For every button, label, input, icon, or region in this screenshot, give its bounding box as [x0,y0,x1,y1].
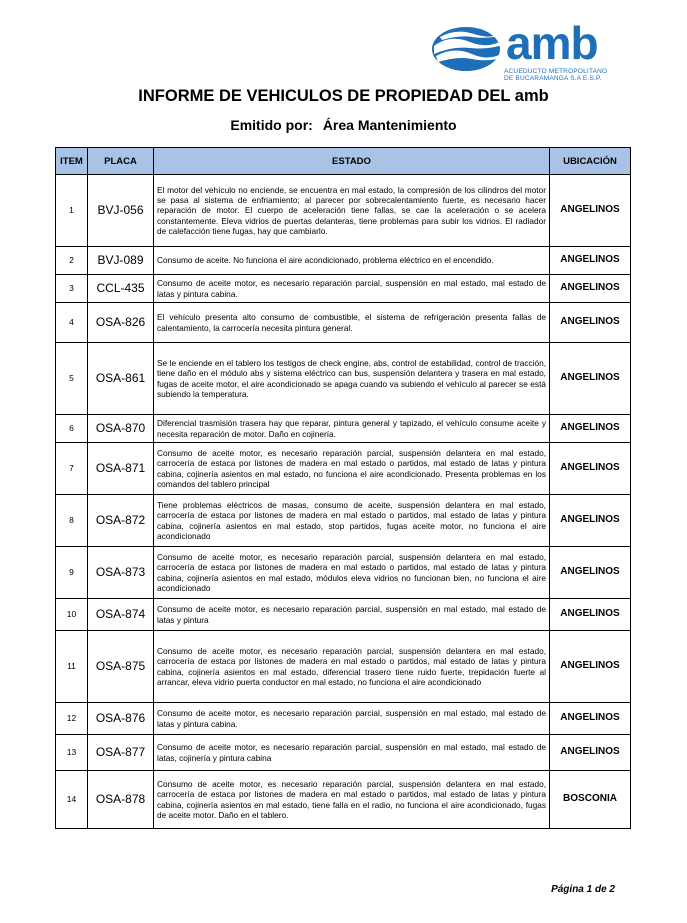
cell-placa: OSA-876 [88,703,154,735]
cell-item: 14 [56,771,88,829]
cell-placa: OSA-877 [88,735,154,771]
table-row [56,771,631,829]
cell-ubicacion: ANGELINOS [550,175,631,247]
cell-estado: Consumo de aceite motor, es necesario reparación parcial, suspensión en mal estado, mal estado de latas, cojinería y pintura cabina [154,735,550,771]
cell-placa: OSA-875 [88,631,154,703]
cell-placa: OSA-874 [88,599,154,631]
cell-item: 13 [56,735,88,771]
header-ubicacion: UBICACIÓN [550,148,631,175]
cell-placa: OSA-872 [88,495,154,547]
cell-item: 8 [56,495,88,547]
report-subtitle [0,117,687,133]
report-title: INFORME DE VEHICULOS DE PROPIEDAD DEL amb [138,87,549,105]
cell-item: 9 [56,547,88,599]
cell-item: 10 [56,599,88,631]
cell-item: 11 [56,631,88,703]
table-row [56,275,631,303]
cell-estado: Consumo de aceite motor, es necesario reparación parcial, suspensión delantera en mal estado, carrocería de estaca por listones de madera en mal estado o partidos, mal estado de latas y pintura cabina, cojinería asientos en mal estado, no funciona el aire acondicionado. Presenta problemas en los comandos del tablero principal [154,443,550,495]
cell-item: 2 [56,247,88,275]
cell-placa: BVJ-056 [88,175,154,247]
cell-estado: Se le enciende en el tablero los testigos de check engine, abs, control de estabilidad, control de tracción, tiene daño en el módulo abs y sistema eléctrico can bus, suspensión delantera y trasera en mal estado, fugas de aceite motor, el aire acondicionado se apaga cuando va subiendo el vehículo al parecer se está subiendo la temperatura. [154,343,550,415]
cell-ubicacion: ANGELINOS [550,631,631,703]
cell-estado: Tiene problemas eléctricos de masas, consumo de aceite, suspensión delantera en mal estado, carrocería de estaca por listones de madera en mal estado o partidos, mal estado de latas y pintura cabina, cojinería asientos en mal estado, stop partidos, fugas aceite motor, no funciona el aire acondicionado [154,495,550,547]
cell-ubicacion: ANGELINOS [550,443,631,495]
header-estado: ESTADO [154,148,550,175]
cell-ubicacion: ANGELINOS [550,599,631,631]
cell-ubicacion: ANGELINOS [550,735,631,771]
table-row [56,631,631,703]
issued-by-value: Área Mantenimiento [322,117,457,133]
cell-ubicacion: ANGELINOS [550,547,631,599]
cell-ubicacion: ANGELINOS [550,495,631,547]
cell-placa: OSA-873 [88,547,154,599]
cell-item: 12 [56,703,88,735]
cell-placa: OSA-870 [88,415,154,443]
logo-brand-text: amb [506,17,598,69]
table-row [56,703,631,735]
cell-placa: BVJ-089 [88,247,154,275]
cell-ubicacion: ANGELINOS [550,415,631,443]
table-row [56,303,631,343]
cell-placa: OSA-878 [88,771,154,829]
amb-logo [430,17,620,84]
cell-item: 5 [56,343,88,415]
table-row [56,495,631,547]
cell-item: 1 [56,175,88,247]
table-row [56,599,631,631]
vehicles-table [55,147,631,829]
logo-subtitle-line2: DE BUCARAMANGA S.A E.S.P. [504,75,602,82]
table-row [56,175,631,247]
cell-placa: OSA-871 [88,443,154,495]
table-header-row [56,148,631,175]
cell-placa: OSA-826 [88,303,154,343]
cell-ubicacion: ANGELINOS [550,247,631,275]
logo-subtitle-line1: ACUEDUCTO METROPOLITANO [504,68,608,75]
cell-ubicacion: ANGELINOS [550,343,631,415]
cell-ubicacion: ANGELINOS [550,303,631,343]
cell-item: 4 [56,303,88,343]
cell-estado: Consumo de aceite motor, es necesario reparación parcial, suspensión delantera en mal estado, carrocería de estaca por listones de madera en mal estado o partidos, mal estado de latas y pintura cabina, cojinería asientos en mal estado, tiene falla en el radio, no funciona el aire acondicionado, fugas de aceite motor. Daño en el tablero. [154,771,550,829]
table-row [56,735,631,771]
cell-item: 3 [56,275,88,303]
cell-estado: Consumo de aceite. No funciona el aire acondicionado, problema eléctrico en el encendido. [154,247,550,275]
issued-by-label: Emitido por: [230,117,313,133]
header-placa: PLACA [88,148,154,175]
cell-ubicacion: ANGELINOS [550,703,631,735]
cell-item: 7 [56,443,88,495]
cell-estado: Consumo de aceite motor, es necesario reparación parcial, suspensión delantera en mal estado, carrocería de estaca por listones de madera en mal estado o partidos, mal estado de latas y pintura cabina, cojinería asientos en mal estado, diferencial trasero tiene ruido fuerte, trepidación fuerte al arrancar, eleva vidrio puerta conductor en mal estado, no funciona el aire acondicionado [154,631,550,703]
cell-ubicacion: BOSCONIA [550,771,631,829]
cell-estado: El vehículo presenta alto consumo de combustible, el sistema de refrigeración presenta fallas de calentamiento, la carrocería necesita pintura general. [154,303,550,343]
header-item: ITEM [56,148,88,175]
cell-placa: CCL-435 [88,275,154,303]
cell-estado: Diferencial trasmisión trasera hay que reparar, pintura general y tapizado, el vehículo consume aceite y necesita reparación de motor. Daño en cojinería. [154,415,550,443]
cell-placa: OSA-861 [88,343,154,415]
cell-item: 6 [56,415,88,443]
page-number: Página 1 de 2 [551,884,615,895]
table-row [56,443,631,495]
cell-estado: Consumo de aceite motor, es necesario reparación parcial, suspensión delantera en mal estado, carrocería de estaca por listones de madera en mal estado o partidos, mal estado de latas y pintura cabina, cojinería asientos en mal estado, módulos eleva vidrios no funcionan bien, no funciona el aire acondicionado [154,547,550,599]
cell-estado: El motor del vehículo no enciende, se encuentra en mal estado, la compresión de los cilindros del motor se pasa al sistema de enfriamiento; al parecer por sobrecalentamiento fuerte, es necesario hacer reparación de motor. El cuerpo de aceleración tiene fallas, se cae la aceleración o se acelera constantemente. Eleva vidrios de puertas delanteras, tiene problemas para subir los vidrios. El radiador de calefacción tiene fugas, hay que cambiarlo. [154,175,550,247]
cell-ubicacion: ANGELINOS [550,275,631,303]
cell-estado: Consumo de aceite motor, es necesario reparación parcial, suspensión en mal estado, mal estado de latas y pintura cabina. [154,703,550,735]
water-waves-icon [430,24,508,74]
cell-estado: Consumo de aceite motor, es necesario reparación parcial, suspensión en mal estado, mal estado de latas y pintura [154,599,550,631]
cell-estado: Consumo de aceite motor, es necesario reparación parcial, suspensión en mal estado, mal estado de latas y pintura cabina. [154,275,550,303]
table-row [56,547,631,599]
table-row [56,415,631,443]
table-row [56,343,631,415]
table-row [56,247,631,275]
